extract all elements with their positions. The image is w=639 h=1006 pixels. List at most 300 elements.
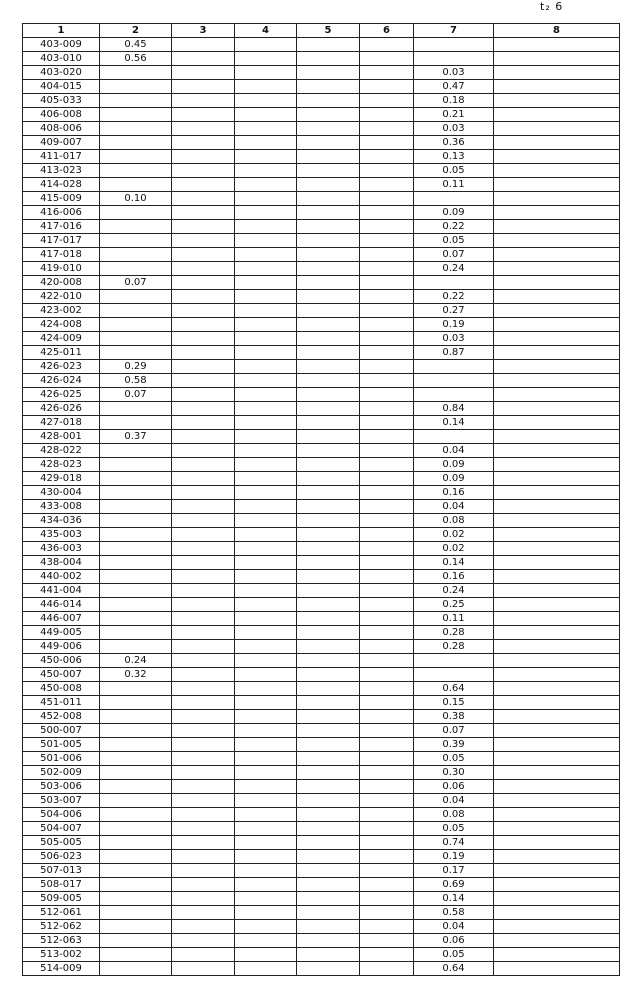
table-cell-col-8	[494, 290, 620, 304]
table-cell-col-8	[494, 332, 620, 346]
table-cell-col-4	[235, 864, 297, 878]
table-cell-col-4	[235, 276, 297, 290]
table-cell-col-3	[172, 332, 235, 346]
table-cell-col-6	[360, 332, 414, 346]
table-cell-col-6	[360, 752, 414, 766]
table-cell-col-8	[494, 178, 620, 192]
table-cell-col-7: 0.03	[414, 66, 494, 80]
table-cell-col-5	[297, 164, 360, 178]
column-header-4: 4	[235, 24, 297, 38]
table-cell-col-4	[235, 38, 297, 52]
table-cell-col-4	[235, 682, 297, 696]
table-cell-col-4	[235, 220, 297, 234]
table-row	[23, 528, 620, 542]
table-cell-col-6	[360, 374, 414, 388]
header-row	[23, 24, 620, 38]
table-cell-col-1: 425-011	[23, 346, 100, 360]
table-row	[23, 346, 620, 360]
table-cell-col-1: 417-016	[23, 220, 100, 234]
table-cell-col-8	[494, 794, 620, 808]
table-cell-col-6	[360, 654, 414, 668]
table-cell-col-6	[360, 682, 414, 696]
table-cell-col-5	[297, 696, 360, 710]
table-cell-col-7: 0.36	[414, 136, 494, 150]
table-cell-col-8	[494, 668, 620, 682]
table-cell-col-7: 0.04	[414, 794, 494, 808]
table-cell-col-5	[297, 108, 360, 122]
table-cell-col-3	[172, 948, 235, 962]
table-cell-col-4	[235, 52, 297, 66]
table-cell-col-8	[494, 766, 620, 780]
table-cell-col-6	[360, 80, 414, 94]
table-cell-col-4	[235, 962, 297, 976]
table-cell-col-5	[297, 738, 360, 752]
table-cell-col-3	[172, 920, 235, 934]
table-cell-col-2	[100, 626, 172, 640]
table-cell-col-2: 0.58	[100, 374, 172, 388]
table-cell-col-4	[235, 416, 297, 430]
table-cell-col-2	[100, 514, 172, 528]
table-cell-col-5	[297, 822, 360, 836]
table-cell-col-1: 506-023	[23, 850, 100, 864]
table-cell-col-6	[360, 150, 414, 164]
table-cell-col-2	[100, 66, 172, 80]
table-cell-col-8	[494, 38, 620, 52]
table-cell-col-4	[235, 892, 297, 906]
table-cell-col-1: 415-009	[23, 192, 100, 206]
table-cell-col-1: 440-002	[23, 570, 100, 584]
table-cell-col-6	[360, 122, 414, 136]
data-table	[22, 23, 620, 976]
table-cell-col-5	[297, 906, 360, 920]
table-cell-col-1: 404-015	[23, 80, 100, 94]
table-body	[23, 38, 620, 976]
table-cell-col-4	[235, 262, 297, 276]
table-cell-col-5	[297, 612, 360, 626]
table-cell-col-7: 0.21	[414, 108, 494, 122]
table-row	[23, 794, 620, 808]
table-cell-col-2	[100, 598, 172, 612]
table-cell-col-8	[494, 108, 620, 122]
table-cell-col-4	[235, 444, 297, 458]
table-row	[23, 486, 620, 500]
table-cell-col-4	[235, 80, 297, 94]
table-cell-col-4	[235, 934, 297, 948]
table-cell-col-8	[494, 472, 620, 486]
table-cell-col-2: 0.07	[100, 388, 172, 402]
table-cell-col-5	[297, 668, 360, 682]
table-cell-col-5	[297, 542, 360, 556]
table-cell-col-6	[360, 108, 414, 122]
table-cell-col-2	[100, 584, 172, 598]
table-cell-col-8	[494, 598, 620, 612]
table-cell-col-1: 435-003	[23, 528, 100, 542]
table-cell-col-6	[360, 640, 414, 654]
table-cell-col-1: 451-011	[23, 696, 100, 710]
table-cell-col-7: 0.05	[414, 948, 494, 962]
table-cell-col-3	[172, 696, 235, 710]
table-cell-col-5	[297, 150, 360, 164]
table-cell-col-1: 424-008	[23, 318, 100, 332]
table-cell-col-5	[297, 766, 360, 780]
table-cell-col-1: 504-007	[23, 822, 100, 836]
table-cell-col-1: 428-001	[23, 430, 100, 444]
table-cell-col-5	[297, 304, 360, 318]
table-cell-col-7: 0.05	[414, 822, 494, 836]
table-cell-col-1: 436-003	[23, 542, 100, 556]
table-row	[23, 262, 620, 276]
table-cell-col-1: 508-017	[23, 878, 100, 892]
table-cell-col-5	[297, 290, 360, 304]
table-cell-col-8	[494, 934, 620, 948]
table-cell-col-8	[494, 556, 620, 570]
table-cell-col-8	[494, 402, 620, 416]
table-cell-col-3	[172, 416, 235, 430]
table-cell-col-1: 438-004	[23, 556, 100, 570]
table-cell-col-1: 409-007	[23, 136, 100, 150]
table-cell-col-2	[100, 500, 172, 514]
table-cell-col-6	[360, 52, 414, 66]
table-row	[23, 192, 620, 206]
table-cell-col-3	[172, 192, 235, 206]
table-cell-col-8	[494, 388, 620, 402]
table-row	[23, 500, 620, 514]
table-cell-col-8	[494, 164, 620, 178]
table-cell-col-3	[172, 752, 235, 766]
table-row	[23, 52, 620, 66]
table-cell-col-2	[100, 248, 172, 262]
table-cell-col-7: 0.24	[414, 584, 494, 598]
table-cell-col-2	[100, 766, 172, 780]
table-cell-col-3	[172, 220, 235, 234]
table-cell-col-8	[494, 430, 620, 444]
table-cell-col-7	[414, 192, 494, 206]
table-cell-col-6	[360, 248, 414, 262]
table-cell-col-5	[297, 864, 360, 878]
table-cell-col-4	[235, 696, 297, 710]
table-cell-col-2	[100, 402, 172, 416]
table-cell-col-4	[235, 738, 297, 752]
table-cell-col-2	[100, 696, 172, 710]
table-cell-col-6	[360, 388, 414, 402]
table-cell-col-8	[494, 752, 620, 766]
table-cell-col-1: 414-028	[23, 178, 100, 192]
table-cell-col-8	[494, 542, 620, 556]
table-cell-col-5	[297, 416, 360, 430]
table-cell-col-1: 405-033	[23, 94, 100, 108]
table-cell-col-5	[297, 934, 360, 948]
table-cell-col-7: 0.25	[414, 598, 494, 612]
table-cell-col-1: 450-008	[23, 682, 100, 696]
table-cell-col-6	[360, 500, 414, 514]
table-row	[23, 150, 620, 164]
table-cell-col-7: 0.18	[414, 94, 494, 108]
table-cell-col-4	[235, 822, 297, 836]
table-cell-col-6	[360, 780, 414, 794]
table-cell-col-3	[172, 206, 235, 220]
table-cell-col-4	[235, 808, 297, 822]
table-cell-col-5	[297, 346, 360, 360]
table-row	[23, 276, 620, 290]
table-cell-col-4	[235, 374, 297, 388]
table-cell-col-7: 0.09	[414, 206, 494, 220]
table-cell-col-8	[494, 262, 620, 276]
table-cell-col-4	[235, 528, 297, 542]
table-cell-col-7: 0.11	[414, 178, 494, 192]
table-cell-col-2	[100, 710, 172, 724]
table-cell-col-4	[235, 780, 297, 794]
table-cell-col-5	[297, 248, 360, 262]
table-cell-col-1: 416-006	[23, 206, 100, 220]
table-row	[23, 738, 620, 752]
table-cell-col-7: 0.09	[414, 458, 494, 472]
table-cell-col-8	[494, 892, 620, 906]
table-row	[23, 472, 620, 486]
column-header-8: 8	[494, 24, 620, 38]
table-cell-col-5	[297, 80, 360, 94]
table-cell-col-1: 512-061	[23, 906, 100, 920]
table-cell-col-5	[297, 66, 360, 80]
table-cell-col-2	[100, 864, 172, 878]
table-cell-col-4	[235, 794, 297, 808]
table-cell-col-2	[100, 920, 172, 934]
table-cell-col-1: 419-010	[23, 262, 100, 276]
table-cell-col-3	[172, 864, 235, 878]
table-cell-col-2	[100, 528, 172, 542]
table-row	[23, 332, 620, 346]
table-cell-col-5	[297, 682, 360, 696]
table-cell-col-8	[494, 640, 620, 654]
table-cell-col-8	[494, 234, 620, 248]
table-cell-col-4	[235, 108, 297, 122]
table-cell-col-8	[494, 276, 620, 290]
table-cell-col-2: 0.24	[100, 654, 172, 668]
table-cell-col-5	[297, 430, 360, 444]
table-cell-col-7: 0.03	[414, 332, 494, 346]
table-cell-col-6	[360, 472, 414, 486]
table-cell-col-3	[172, 878, 235, 892]
table-row	[23, 388, 620, 402]
table-cell-col-7: 0.07	[414, 724, 494, 738]
table-row	[23, 710, 620, 724]
table-row	[23, 626, 620, 640]
table-cell-col-8	[494, 696, 620, 710]
table-row	[23, 304, 620, 318]
table-cell-col-5	[297, 402, 360, 416]
table-cell-col-7: 0.06	[414, 780, 494, 794]
table-row	[23, 962, 620, 976]
table-cell-col-1: 434-036	[23, 514, 100, 528]
table-cell-col-5	[297, 472, 360, 486]
table-cell-col-1: 403-009	[23, 38, 100, 52]
table-cell-col-3	[172, 612, 235, 626]
table-cell-col-2	[100, 332, 172, 346]
table-cell-col-4	[235, 598, 297, 612]
table-cell-col-2: 0.45	[100, 38, 172, 52]
table-cell-col-8	[494, 780, 620, 794]
table-cell-col-7	[414, 430, 494, 444]
table-cell-col-6	[360, 178, 414, 192]
table-cell-col-3	[172, 430, 235, 444]
table-cell-col-3	[172, 38, 235, 52]
table-cell-col-5	[297, 892, 360, 906]
table-cell-col-3	[172, 808, 235, 822]
table-cell-col-6	[360, 304, 414, 318]
table-cell-col-4	[235, 626, 297, 640]
table-cell-col-8	[494, 304, 620, 318]
table-cell-col-4	[235, 486, 297, 500]
table-cell-col-8	[494, 570, 620, 584]
table-row	[23, 864, 620, 878]
table-cell-col-3	[172, 458, 235, 472]
table-cell-col-8	[494, 626, 620, 640]
table-row	[23, 234, 620, 248]
table-cell-col-5	[297, 584, 360, 598]
table-cell-col-5	[297, 570, 360, 584]
table-cell-col-4	[235, 724, 297, 738]
table-cell-col-2	[100, 206, 172, 220]
table-cell-col-4	[235, 640, 297, 654]
table-cell-col-8	[494, 878, 620, 892]
table-cell-col-2	[100, 318, 172, 332]
table-cell-col-3	[172, 962, 235, 976]
table-row	[23, 402, 620, 416]
table-cell-col-4	[235, 878, 297, 892]
table-cell-col-2	[100, 724, 172, 738]
table-cell-col-2	[100, 892, 172, 906]
table-cell-col-4	[235, 612, 297, 626]
table-cell-col-1: 403-010	[23, 52, 100, 66]
table-cell-col-6	[360, 948, 414, 962]
table-cell-col-1: 403-020	[23, 66, 100, 80]
table-cell-col-4	[235, 472, 297, 486]
table-cell-col-6	[360, 668, 414, 682]
table-cell-col-1: 500-007	[23, 724, 100, 738]
table-cell-col-1: 503-007	[23, 794, 100, 808]
table-cell-col-1: 501-005	[23, 738, 100, 752]
table-cell-col-3	[172, 248, 235, 262]
table-cell-col-8	[494, 920, 620, 934]
table-cell-col-4	[235, 206, 297, 220]
table-cell-col-6	[360, 850, 414, 864]
table-cell-col-5	[297, 598, 360, 612]
table-cell-col-3	[172, 234, 235, 248]
table-cell-col-2	[100, 80, 172, 94]
table-row	[23, 206, 620, 220]
table-cell-col-4	[235, 906, 297, 920]
table-cell-col-8	[494, 458, 620, 472]
table-cell-col-7: 0.05	[414, 752, 494, 766]
table-cell-col-7: 0.02	[414, 528, 494, 542]
table-cell-col-8	[494, 822, 620, 836]
table-cell-col-1: 427-018	[23, 416, 100, 430]
table-cell-col-4	[235, 766, 297, 780]
table-cell-col-6	[360, 598, 414, 612]
table-cell-col-5	[297, 878, 360, 892]
table-cell-col-7: 0.38	[414, 710, 494, 724]
table-cell-col-5	[297, 38, 360, 52]
table-cell-col-1: 450-006	[23, 654, 100, 668]
table-cell-col-1: 417-018	[23, 248, 100, 262]
table-cell-col-5	[297, 528, 360, 542]
table-cell-col-4	[235, 388, 297, 402]
table-cell-col-8	[494, 864, 620, 878]
table-cell-col-6	[360, 626, 414, 640]
table-cell-col-6	[360, 38, 414, 52]
table-cell-col-6	[360, 444, 414, 458]
table-row	[23, 66, 620, 80]
table-row	[23, 108, 620, 122]
table-cell-col-3	[172, 584, 235, 598]
table-cell-col-1: 503-006	[23, 780, 100, 794]
table-cell-col-1: 413-023	[23, 164, 100, 178]
table-cell-col-6	[360, 318, 414, 332]
table-cell-col-7: 0.05	[414, 164, 494, 178]
table-cell-col-5	[297, 794, 360, 808]
table-cell-col-5	[297, 514, 360, 528]
table-cell-col-6	[360, 220, 414, 234]
table-row	[23, 696, 620, 710]
table-row	[23, 906, 620, 920]
table-cell-col-4	[235, 570, 297, 584]
table-cell-col-6	[360, 416, 414, 430]
table-cell-col-7	[414, 374, 494, 388]
table-cell-col-2	[100, 416, 172, 430]
table-cell-col-5	[297, 444, 360, 458]
column-header-5: 5	[297, 24, 360, 38]
table-cell-col-5	[297, 318, 360, 332]
table-cell-col-2	[100, 682, 172, 696]
table-cell-col-1: 406-008	[23, 108, 100, 122]
table-cell-col-7	[414, 388, 494, 402]
table-cell-col-7: 0.04	[414, 500, 494, 514]
table-row	[23, 38, 620, 52]
table-row	[23, 80, 620, 94]
table-row	[23, 570, 620, 584]
table-cell-col-2	[100, 220, 172, 234]
table-cell-col-2	[100, 738, 172, 752]
table-cell-col-3	[172, 402, 235, 416]
table-cell-col-4	[235, 178, 297, 192]
table-cell-col-8	[494, 122, 620, 136]
table-cell-col-2	[100, 822, 172, 836]
column-header-1: 1	[23, 24, 100, 38]
table-cell-col-6	[360, 892, 414, 906]
table-cell-col-2	[100, 94, 172, 108]
table-cell-col-6	[360, 710, 414, 724]
table-cell-col-8	[494, 738, 620, 752]
table-cell-col-8	[494, 374, 620, 388]
table-cell-col-7: 0.74	[414, 836, 494, 850]
table-cell-col-3	[172, 710, 235, 724]
table-cell-col-4	[235, 360, 297, 374]
table-cell-col-3	[172, 822, 235, 836]
table-cell-col-5	[297, 206, 360, 220]
table-cell-col-6	[360, 724, 414, 738]
table-cell-col-7: 0.22	[414, 220, 494, 234]
table-cell-col-3	[172, 654, 235, 668]
table-cell-col-7: 0.07	[414, 248, 494, 262]
table-row	[23, 682, 620, 696]
table-cell-col-1: 446-007	[23, 612, 100, 626]
table-cell-col-6	[360, 94, 414, 108]
table-row	[23, 290, 620, 304]
table-cell-col-3	[172, 486, 235, 500]
table-cell-col-2	[100, 122, 172, 136]
table-cell-col-6	[360, 360, 414, 374]
table-cell-col-2: 0.07	[100, 276, 172, 290]
table-cell-col-5	[297, 724, 360, 738]
